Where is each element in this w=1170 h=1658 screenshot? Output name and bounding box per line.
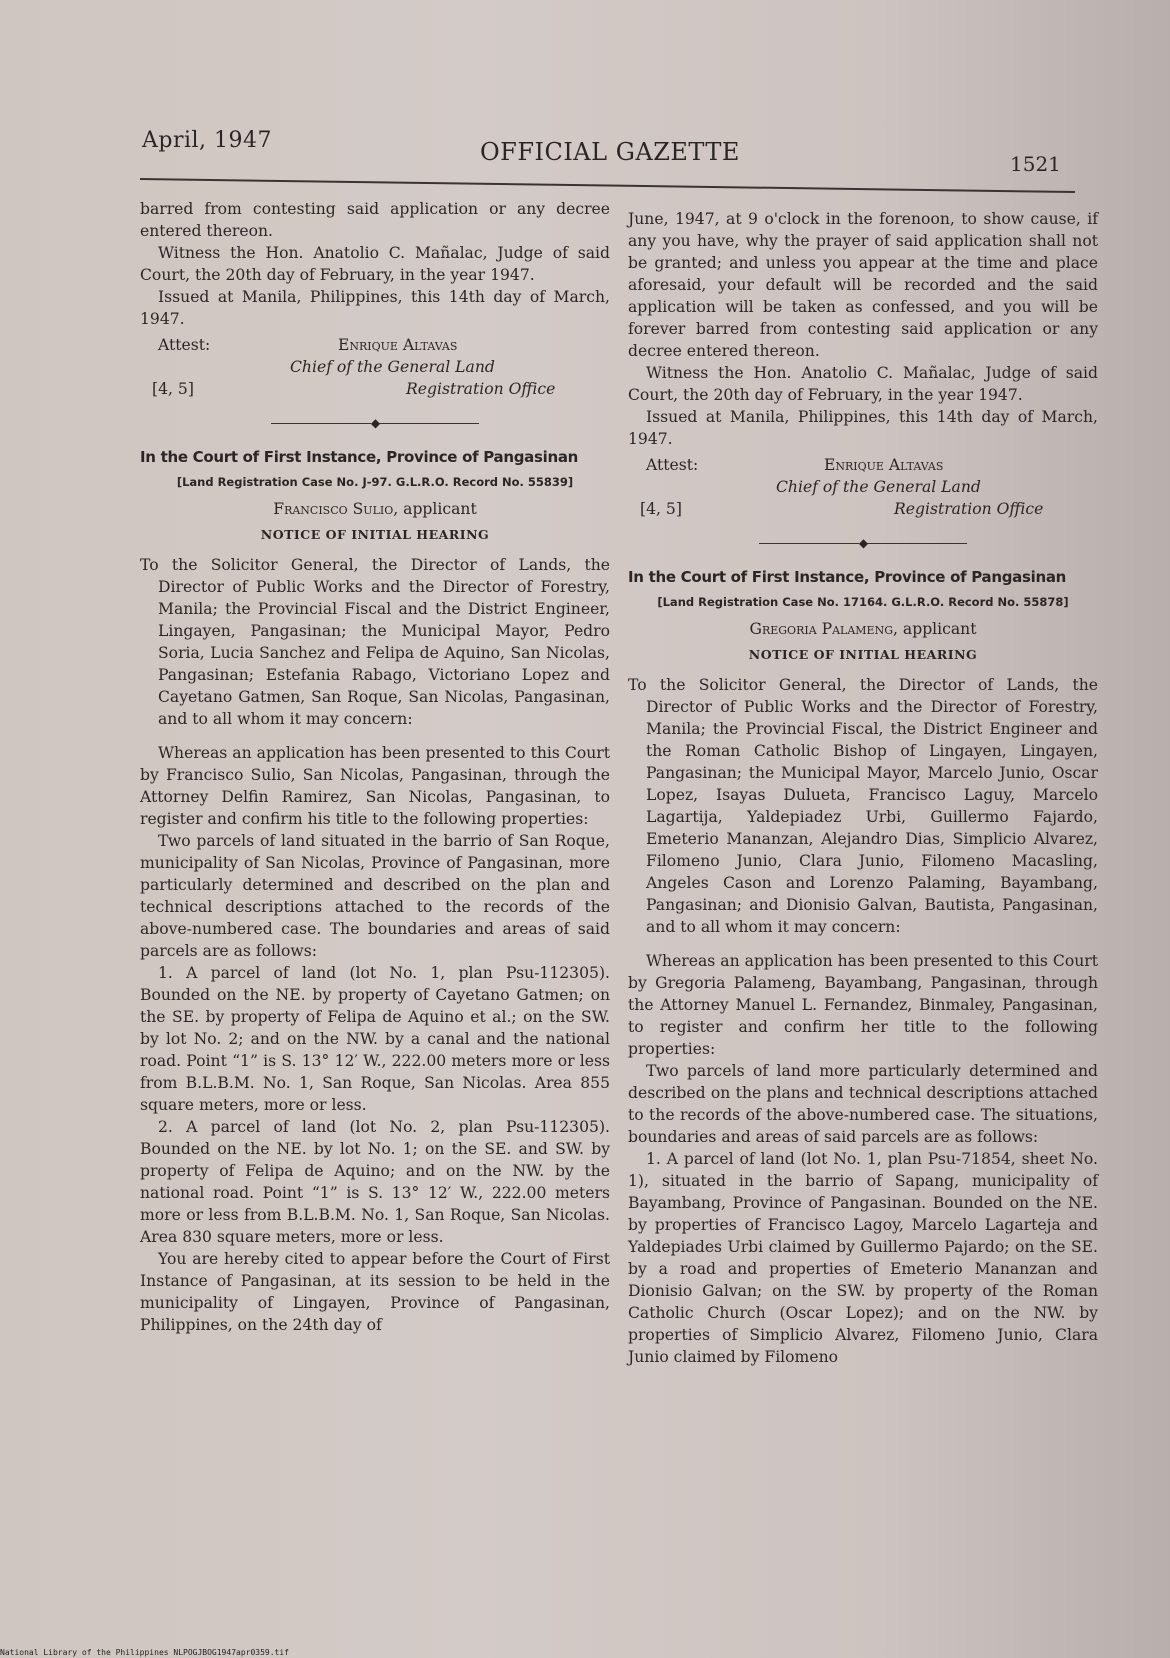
applicant-line bbox=[628, 618, 1098, 640]
paragraph: 1. A parcel of land (lot No. 1, plan Psu-71854, sheet No. 1), situated in the barrio of Sapang, municipality of Bayambang, Province of Pangasinan. Bounded on the NE. by properties of Francisco Lagoy, Marcelo Lagarteja and Yaldepiades Urbi claimed by Guillermo Pajardo; on the SE. by a road and properties of Emeterio Mananzan and Dionisio Galvan; on the SW. by property of the Roman Catholic Church (Oscar Lopez); and on the NW. by properties of Simplicio Alvarez, Filomeno Junio, Clara Junio claimed by Filomeno bbox=[628, 1150, 1098, 1366]
applicant-line bbox=[140, 498, 610, 520]
applicant-name: Gregoria Palameng bbox=[749, 620, 893, 638]
header-date: April, 1947 bbox=[142, 128, 273, 153]
paragraph: 1. A parcel of land (lot No. 1, plan Psu-112305). Bounded on the NE. by property of Cayetano Gatmen; on the SE. by property of Felipa de Aquino et al.; on the SW. by lot No. 2; and on the NW. by a canal and the national road. Point “1” is S. 13° 12′ W., 222.00 meters more or less from B.L.B.M. No. 1, San Roque, San Nicolas. Area 855 square meters, more or less. bbox=[140, 964, 610, 1114]
signatory-title: Chief of the General Land bbox=[290, 358, 495, 376]
court-heading: In the Court of First Instance, Province of Pangasinan bbox=[628, 568, 1067, 586]
signatory-name: Enrique Altavas bbox=[824, 456, 944, 474]
paragraph: Issued at Manila, Philippines, this 14th day of March, 1947. bbox=[140, 288, 610, 328]
header-rule bbox=[140, 178, 1075, 193]
court-heading: In the Court of First Instance, Province of Pangasinan bbox=[140, 448, 579, 466]
signatory-office: Registration Office bbox=[406, 380, 556, 398]
paragraph: Whereas an application has been presented to this Court by Gregoria Palameng, Bayambang, Pangasinan, through the Attorney Manuel L. Fernandez, Binmaley, Pangasinan, to register and confirm her title to the following properties: bbox=[628, 952, 1098, 1058]
paragraph: barred from contesting said application or any decree entered thereon. bbox=[140, 200, 610, 240]
attest-label: Attest: bbox=[158, 336, 211, 354]
header-title: OFFICIAL GAZETTE bbox=[480, 138, 740, 166]
paragraph: You are hereby cited to appear before the Court of First Instance of Pangasinan, at its session to be held in the municipality of Lingayen, Province of Pangasinan, Philippines, on the 24th day of bbox=[140, 1250, 610, 1334]
notice-address: To the Solicitor General, the Director of Lands, the Director of Public Works and the Director of Forestry, Manila; the Provincial Fiscal, the District Engineer and the Roman Catholic Bishop of Lingayen, Lingayen, Pangasinan; the Municipal Mayor, Marcelo Junio, Oscar Lopez, Isayas Dulueta, Francisco Laguy, Marcelo Lagartija, Yaldepiadez Urbi, Guillermo Fajardo, Emeterio Mananzan, Alejandro Dias, Simplicio Alvarez, Filomeno Junio, Clara Junio, Filomeno Macasling, Angeles Cason and Lorenzo Palaming, Bayambang, Pangasinan; and Dionisio Galvan, Bautista, Pangasinan, and to all whom it may concern: bbox=[628, 676, 1098, 936]
issue-reference: [4, 5] bbox=[152, 380, 194, 398]
signatory-title: Chief of the General Land bbox=[776, 478, 981, 496]
notice-title: NOTICE OF INITIAL HEARING bbox=[260, 527, 490, 542]
signatory-office: Registration Office bbox=[894, 500, 1044, 518]
paragraph: 2. A parcel of land (lot No. 2, plan Psu-112305). Bounded on the NE. by lot No. 1; on the SE. and SW. by property of Felipa de Aquino; and on the NW. by the national road. Point “1” is S. 13° 12′ W., 222.00 meters more or less from B.L.B.M. No. 1, San Roque, San Nicolas. Area 830 square meters, more or less. bbox=[140, 1118, 610, 1246]
attestation-block bbox=[628, 452, 1098, 522]
section-divider: ◆ bbox=[628, 532, 1098, 554]
paragraph: Issued at Manila, Philippines, this 14th day of March, 1947. bbox=[628, 408, 1098, 448]
paragraph: Two parcels of land situated in the barrio of San Roque, municipality of San Nicolas, Province of Pangasinan, more particularly determined and described on the plan and technical descriptions attached to the records of the above-numbered case. The boundaries and areas of said parcels are as follows: bbox=[140, 832, 610, 960]
scan-footer: National Library of the Philippines NLPOGJBOG1947apr0359.tif bbox=[0, 1648, 289, 1657]
paragraph: Witness the Hon. Anatolio C. Mañalac, Judge of said Court, the 20th day of February, in the year 1947. bbox=[628, 364, 1098, 404]
page-number: 1521 bbox=[1010, 152, 1061, 176]
issue-reference: [4, 5] bbox=[640, 500, 682, 518]
notice-address: To the Solicitor General, the Director of Lands, the Director of Public Works and the Director of Forestry, Manila; the Provincial Fiscal and the District Engineer, Lingayen, Pangasinan; the Municipal Mayor, Pedro Soria, Lucia Sanchez and Felipa de Aquino, San Nicolas, Pangasinan; Estefania Rabago, Victoriano Lopez and Cayetano Gatmen, San Roque, San Nicolas, Pangasinan, and to all whom it may concern: bbox=[140, 556, 610, 728]
attestation-block bbox=[140, 332, 610, 402]
paragraph: Two parcels of land more particularly determined and described on the plans and technical descriptions attached to the records of the above-numbered case. The situations, boundaries and areas of said parcels are as follows: bbox=[628, 1062, 1098, 1146]
case-reference: [Land Registration Case No. 17164. G.L.R.O. Record No. 55878] bbox=[657, 595, 1069, 609]
paragraph: Witness the Hon. Anatolio C. Mañalac, Judge of said Court, the 20th day of February, in the year 1947. bbox=[140, 244, 610, 284]
section-divider: ◆ bbox=[140, 412, 610, 434]
column-left bbox=[140, 198, 610, 1336]
notice-title: NOTICE OF INITIAL HEARING bbox=[748, 647, 978, 662]
paragraph: June, 1947, at 9 o'clock in the forenoon, to show cause, if any you have, why the prayer of said application shall not be granted; and unless you appear at the time and place aforesaid, your default will be recorded and the said application will be taken as confessed, and you will be forever barred from contesting said application or any decree entered thereon. bbox=[628, 210, 1098, 360]
paragraph: Whereas an application has been presented to this Court by Francisco Sulio, San Nicolas, Pangasinan, through the Attorney Delfin Ramirez, San Nicolas, Pangasinan, to register and confirm his title to the following properties: bbox=[140, 744, 610, 828]
column-right bbox=[628, 208, 1098, 1368]
applicant-suffix: , applicant bbox=[893, 620, 977, 638]
applicant-name: Francisco Sulio bbox=[273, 500, 394, 518]
applicant-suffix: , applicant bbox=[393, 500, 477, 518]
attest-label: Attest: bbox=[646, 456, 699, 474]
case-reference: [Land Registration Case No. J-97. G.L.R.O. Record No. 55839] bbox=[176, 475, 574, 489]
signatory-name: Enrique Altavas bbox=[338, 336, 458, 354]
